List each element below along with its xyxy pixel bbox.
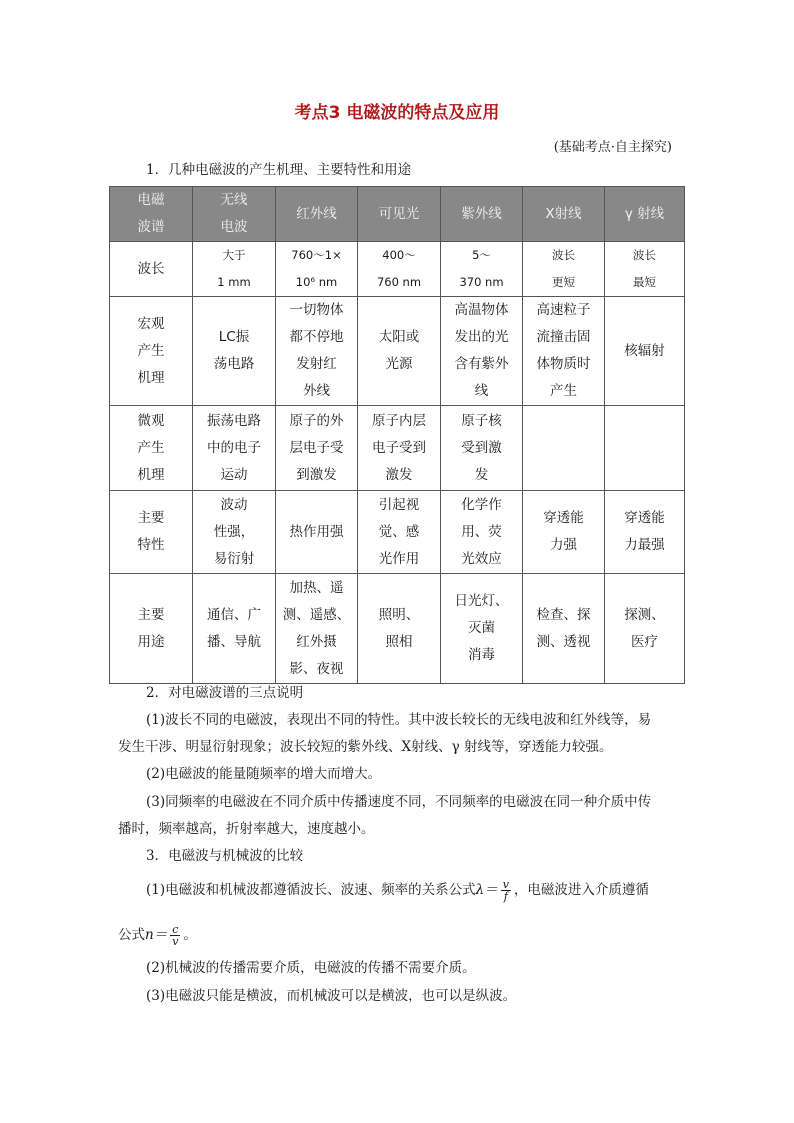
row-header-cell: 宏观 产生 机理 [110,297,193,406]
header-cell: 电磁 波谱 [110,187,193,242]
table-row [110,242,685,297]
row-header-cell: 主要 用途 [110,574,193,684]
table-row [110,574,685,684]
paragraph-text: (1)电磁波和机械波都遵循波长、波速、频率的关系公式 [146,882,476,898]
table-cell: 检查、探 测、透视 [523,574,605,684]
heading-2: 2．对电磁波谱的三点说明 [146,685,304,701]
paragraph-text: ，电磁波进入介质遵循 [513,882,649,898]
paragraph: (3)电磁波只能是横波，而机械波可以是横波，也可以是纵波。 [146,988,517,1004]
table-cell: 探测、 医疗 [605,574,685,684]
paragraph-line: 播时，频率越高，折射率越大，速度越小。 [118,821,375,837]
formula-lhs: n＝ [145,927,168,943]
table-cell [523,406,605,491]
table-cell: 太阳或 光源 [358,297,441,406]
paragraph-line: (1)波长不同的电磁波，表现出不同的特性。其中波长较长的无线电波和红外线等，易 [146,712,652,728]
heading-1: 1．几种电磁波的产生机理、主要特性和用途 [146,162,412,178]
formula-numerator: c [170,924,180,936]
section-title: 考点3 电磁波的特点及应用 [294,103,500,123]
em-spectrum-table [109,186,685,684]
table-cell [605,406,685,491]
paragraph-text: 公式 [118,927,145,943]
table-cell: 穿透能 力最强 [605,491,685,574]
table-row [110,491,685,574]
table-cell: 日光灯、 灭菌 消毒 [441,574,523,684]
header-cell: γ 射线 [605,187,685,242]
table-row [110,406,685,491]
paragraph-line: 发生干涉、明显衍射现象；波长较短的紫外线、X射线、γ 射线等，穿透能力较强。 [118,739,613,755]
table-cell: 波长 最短 [605,242,685,297]
paragraph [146,877,649,904]
table-cell: 引起视 觉、感 光作用 [358,491,441,574]
row-header-cell: 微观 产生 机理 [110,406,193,491]
table-cell: 核辐射 [605,297,685,406]
paragraph: (2)电磁波的能量随频率的增大而增大。 [146,766,382,782]
table-cell: 大于 1 mm [193,242,276,297]
table-header-row [110,187,685,242]
table-cell: 一切物体 都不停地 发射红 外线 [276,297,358,406]
formula-denominator: v [172,935,179,948]
table-row [110,297,685,406]
paragraph-line [118,922,197,949]
formula-fraction [170,924,180,947]
row-header-cell: 主要 特性 [110,491,193,574]
formula-denominator: f [503,890,508,903]
paragraph: (2)机械波的传播需要介质，电磁波的传播不需要介质。 [146,960,476,976]
table-cell: 高温物体 发出的光 含有紫外 线 [441,297,523,406]
header-cell: X射线 [523,187,605,242]
table-cell: 波长 更短 [523,242,605,297]
table-cell: 原子核 受到激 发 [441,406,523,491]
table-cell: LC振 荡电路 [193,297,276,406]
header-cell: 无线 电波 [193,187,276,242]
paragraph-text: 。 [183,927,197,943]
row-header-cell: 波长 [110,242,193,297]
heading-3: 3．电磁波与机械波的比较 [146,848,304,864]
table-cell: 加热、遥 测、遥感、 红外摄 影、夜视 [276,574,358,684]
table-cell: 照明、 照相 [358,574,441,684]
table-cell: 热作用强 [276,491,358,574]
formula-numerator: v [502,878,509,891]
header-cell: 红外线 [276,187,358,242]
table-cell: 原子的外 层电子受 到激发 [276,406,358,491]
header-cell: 可见光 [358,187,441,242]
table-cell: 5～ 370 nm [441,242,523,297]
table-cell: 通信、广 播、导航 [193,574,276,684]
table-cell: 穿透能 力强 [523,491,605,574]
header-cell: 紫外线 [441,187,523,242]
table-cell: 化学作 用、荧 光效应 [441,491,523,574]
section-subtitle: (基础考点·自主探究) [553,140,672,155]
table-cell: 高速粒子 流撞击固 体物质时 产生 [523,297,605,406]
paragraph-line: (3)同频率的电磁波在不同介质中传播速度不同，不同频率的电磁波在同一种介质中传 [146,794,652,810]
table-cell: 振荡电路 中的电子 运动 [193,406,276,491]
formula-lhs: λ＝ [475,882,498,898]
table-cell: 波动 性强， 易衍射 [193,491,276,574]
formula-fraction [501,879,511,902]
paragraph [118,707,680,734]
table-cell: 760～1× 10⁶ nm [276,242,358,297]
table-cell: 400～ 760 nm [358,242,441,297]
table-cell: 原子内层 电子受到 激发 [358,406,441,491]
